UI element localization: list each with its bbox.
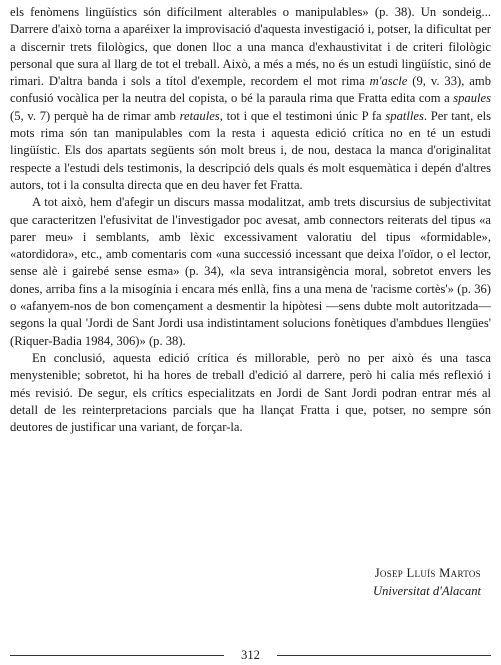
paragraph-3 — [10, 350, 491, 436]
page-number: 312 — [241, 648, 260, 662]
footer-rule-right — [277, 655, 491, 656]
author-signature — [373, 564, 481, 600]
text-run: . Per tant, els mots rima són tan manipulables com la resta i aquesta edició crítica no en té un estudi lingüístic. Els dos apartats següents són molt breus i, de nou, destaca la manca d'originalitat respecte a l'estudi dels testimonis, la descripció dels quals és molt esquemàtica i depén d'altres autors, tot i la consulta directa que en deu haver fet Fratta. — [10, 108, 492, 192]
text-run: , tot i que el testimoni únic P fa — [219, 108, 386, 123]
document-page — [10, 4, 491, 436]
italic-term: spaules — [453, 91, 491, 106]
italic-term: retaules — [179, 108, 220, 123]
text-run: (9, v. 33), amb confusió vocàlica per la neutra del copista, o bé la paraula rima que Fratta edita com a — [10, 74, 491, 106]
text-run: En conclusió, aquesta edició crítica és millorable, però no per això és una tasca menystenible; sobretot, hi ha hores de treball d'edició al darrere, però hi calia més reflexió i més revisió. De segur, els crítics especialitzats en Jordi de Sant Jordi podran entrar més al detall de les reinterpretacions parcials que ha llançat Fratta i que, potser, no sempre són deutores de justificar una variant, de forçar-la. — [10, 350, 491, 435]
paragraph-2 — [10, 194, 491, 350]
italic-term: spatlles — [385, 108, 424, 123]
italic-term: m'ascle — [369, 74, 408, 89]
body-text — [10, 4, 491, 436]
author-name: Josep Lluís Martos — [374, 566, 481, 580]
page-footer — [10, 646, 491, 664]
author-affiliation: Universitat d'Alacant — [373, 584, 481, 598]
text-run: els fenòmens lingüístics són difícilment alterables o manipulables» (p. 38). Un sondeig... Darrere d'això torna a aparéixer la improvisació d'aquesta investigació i, potser, la dificultat per a discernir trets filològics, que donen lloc a una manca d'exhaustivitat i de criteri filològic personal que sura al llarg de tot el treball. Això, a més a més, no és un estudi lingüístic, sinó de rimari. D'altra banda i sols a títol d'exemple, recordem el mot rima — [10, 5, 491, 89]
text-run: A tot això, hem d'afegir un discurs massa modalitzat, amb trets discursius de subjectivitat que caracteritzen l'efusivitat de l'investigador poc avesat, amb connectors reiterats del tipus «a parer meu» i semblants, amb lèxic excessivament valoratiu del tipus «formidable», «atordidora», etc., amb comentaris com «una successió incessant que deixa l'oïdor, o el lector, sense alè i gairebé sense esma» (p. 34), «la seva intransigència moral, sobretot envers les dones, arriba fins a la misogínia i encara més enllà, fins a una mena de 'racisme cortès'» (p. 36) o «afanyem-nos de bon començament a desmentir la hipòtesi —sens dubte molt autoritzada— segons la qual 'Jordi de Sant Jordi usa indistintament solucions fonètiques d'ambdues llengües' (Riquer-Badia 1984, 306)» (p. 38). — [10, 195, 491, 348]
text-run: (5, v. 7) perquè ha de rimar amb — [10, 108, 180, 123]
paragraph-1 — [10, 4, 491, 194]
